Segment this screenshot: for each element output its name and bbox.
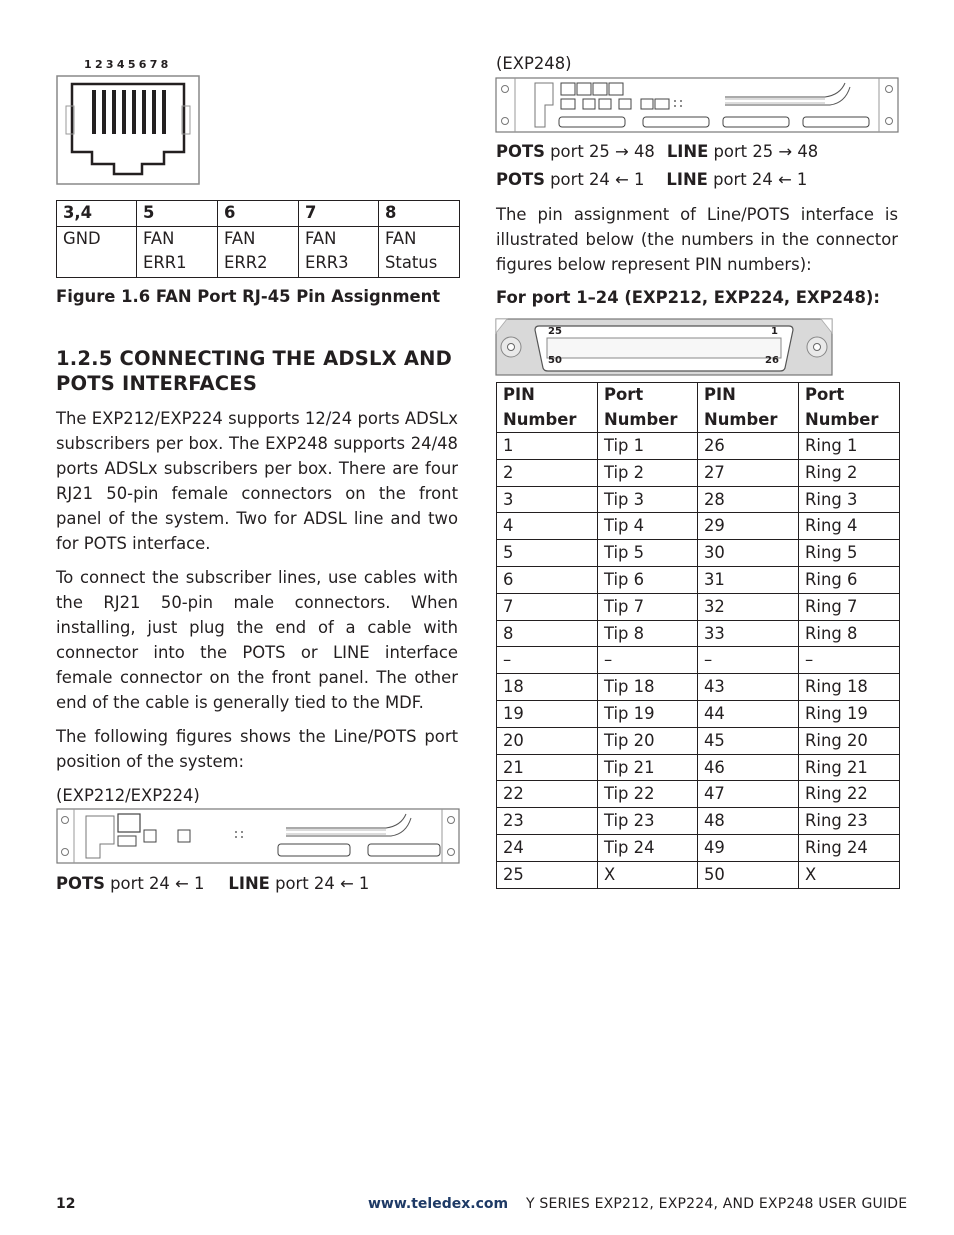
pin-table-cell: X bbox=[598, 861, 698, 888]
pin-table-cell: Tip 18 bbox=[598, 674, 698, 701]
pin-table-cell: 3 bbox=[497, 486, 598, 513]
rj45-jack-drawing bbox=[56, 74, 202, 186]
pin-table-cell: Tip 5 bbox=[598, 540, 698, 567]
exp212-label: (EXP212/EXP224) bbox=[56, 786, 200, 805]
pin-assignment-table bbox=[496, 382, 900, 889]
table-row bbox=[497, 700, 900, 727]
paragraph: To connect the subscriber lines, use cables with the RJ21 50-pin male connectors. When installing, just plug the end of a cable with connector into the POTS or LINE interface female connector on the front panel. The other end of the cable is generally tied to the MDF. bbox=[56, 568, 458, 712]
exp248-front-panel bbox=[495, 77, 899, 133]
exp248-port-range-row1: POTS port 25 → 48 LINE port 25 → 48 bbox=[496, 142, 819, 161]
pin-table-cell: Ring 18 bbox=[799, 674, 900, 701]
connector-pin-label: 50 bbox=[548, 355, 562, 366]
figure-caption: Figure 1.6 FAN Port RJ-45 Pin Assignment bbox=[56, 287, 441, 306]
pin-table-cell: 30 bbox=[698, 540, 799, 567]
pin-table-cell: Ring 5 bbox=[799, 540, 900, 567]
pin-table-cell: Tip 20 bbox=[598, 727, 698, 754]
pin-table-cell: Ring 24 bbox=[799, 834, 900, 861]
table-row bbox=[497, 540, 900, 567]
pin-table-cell: 2 bbox=[497, 459, 598, 486]
table-row bbox=[497, 459, 900, 486]
pin-table-cell: Ring 21 bbox=[799, 754, 900, 781]
exp212-port-range: POTS port 24 ← 1 LINE port 24 ← 1 bbox=[56, 874, 370, 893]
pin-table-cell: 20 bbox=[497, 727, 598, 754]
pin-table-cell: Ring 8 bbox=[799, 620, 900, 647]
pin-header-cell: PIN Number bbox=[698, 383, 799, 433]
fan-header-cell: 5 bbox=[137, 201, 218, 227]
rj45-pin-numbers: 12345678 bbox=[84, 58, 172, 71]
pin-table-cell: Ring 22 bbox=[799, 781, 900, 808]
pin-table-cell: 21 bbox=[497, 754, 598, 781]
pin-header-cell: Port Number bbox=[598, 383, 698, 433]
connector-pin-label: 26 bbox=[765, 355, 779, 366]
pin-table-cell: 25 bbox=[497, 861, 598, 888]
guide-title: Y SERIES EXP212, EXP224, AND EXP248 USER GUIDE bbox=[526, 1196, 908, 1212]
pin-table-body bbox=[497, 433, 900, 889]
fan-header-cell: 6 bbox=[218, 201, 299, 227]
pin-table-cell: 47 bbox=[698, 781, 799, 808]
fan-value-cell: FAN ERR2 bbox=[218, 226, 299, 277]
pin-table-cell: X bbox=[799, 861, 900, 888]
pin-table-cell: 26 bbox=[698, 433, 799, 460]
paragraph: The following figures shows the Line/POTS port position of the system: bbox=[56, 727, 458, 771]
pin-intro-paragraph: The pin assignment of Line/POTS interface is illustrated below (the numbers in the connector figures below represent PIN numbers): bbox=[496, 205, 898, 274]
exp212-front-panel bbox=[56, 808, 460, 864]
fan-pin-table bbox=[56, 200, 460, 278]
pin-table-header-row bbox=[497, 383, 900, 433]
table-row bbox=[497, 513, 900, 540]
pin-table-cell: 46 bbox=[698, 754, 799, 781]
fan-value-cell: FAN ERR1 bbox=[137, 226, 218, 277]
page-number: 12 bbox=[56, 1196, 76, 1212]
pin-table-cell: 23 bbox=[497, 808, 598, 835]
pin-table-cell: 48 bbox=[698, 808, 799, 835]
pin-table-cell: 6 bbox=[497, 566, 598, 593]
pin-table-cell: Ring 19 bbox=[799, 700, 900, 727]
pin-table-cell: – bbox=[598, 647, 698, 674]
pin-table-cell: 43 bbox=[698, 674, 799, 701]
pin-table-cell: 7 bbox=[497, 593, 598, 620]
fan-header-cell: 8 bbox=[379, 201, 460, 227]
fan-header-cell: 7 bbox=[299, 201, 379, 227]
pin-table-cell: Ring 20 bbox=[799, 727, 900, 754]
fan-value-cell: GND bbox=[57, 226, 137, 277]
pin-table-cell: Tip 24 bbox=[598, 834, 698, 861]
rj21-connector-drawing bbox=[495, 318, 833, 376]
exp248-port-range-row2: POTS port 24 ← 1 LINE port 24 ← 1 bbox=[496, 170, 808, 189]
pin-table-cell: Tip 21 bbox=[598, 754, 698, 781]
section-heading: 1.2.5 CONNECTING THE ADSLX AND POTS INTERFACES bbox=[56, 347, 453, 395]
pin-table-cell: 32 bbox=[698, 593, 799, 620]
pin-table-cell: Tip 3 bbox=[598, 486, 698, 513]
pin-table-cell: – bbox=[698, 647, 799, 674]
paragraph: The EXP212/EXP224 supports 12/24 ports ADSLx subscribers per box. The EXP248 supports 24/48 ports ADSLx subscribers per box. There are four RJ21 50-pin female connectors on the front panel of the system. Two for ADSL line and two for POTS interface. bbox=[56, 409, 458, 553]
website-link[interactable]: www.teledex.com bbox=[368, 1196, 509, 1212]
pin-table-cell: Ring 4 bbox=[799, 513, 900, 540]
pin-table-cell: Tip 8 bbox=[598, 620, 698, 647]
pin-table-cell: Ring 6 bbox=[799, 566, 900, 593]
fan-table-header-row bbox=[57, 201, 460, 227]
pin-table-cell: 8 bbox=[497, 620, 598, 647]
connector-pin-label: 25 bbox=[548, 326, 562, 337]
pin-table-cell: 28 bbox=[698, 486, 799, 513]
pin-table-cell: Tip 2 bbox=[598, 459, 698, 486]
fan-header-cell: 3,4 bbox=[57, 201, 137, 227]
pin-table-cell: Tip 19 bbox=[598, 700, 698, 727]
pin-table-cell: 24 bbox=[497, 834, 598, 861]
fan-value-cell: FAN Status bbox=[379, 226, 460, 277]
exp248-label: (EXP248) bbox=[496, 54, 572, 73]
pin-table-cell: – bbox=[497, 647, 598, 674]
pin-table-cell: Tip 6 bbox=[598, 566, 698, 593]
pin-table-cell: Tip 1 bbox=[598, 433, 698, 460]
pin-table-cell: 31 bbox=[698, 566, 799, 593]
pin-table-cell: 19 bbox=[497, 700, 598, 727]
pin-table-cell: 45 bbox=[698, 727, 799, 754]
pin-table-cell: 18 bbox=[497, 674, 598, 701]
pin-header-cell: PIN Number bbox=[497, 383, 598, 433]
fan-table-value-row bbox=[57, 226, 460, 277]
table-row bbox=[497, 834, 900, 861]
connector-pin-label: 1 bbox=[771, 326, 778, 337]
fan-value-cell: FAN ERR3 bbox=[299, 226, 379, 277]
pin-header-cell: Port Number bbox=[799, 383, 900, 433]
port-range-heading: For port 1–24 (EXP212, EXP224, EXP248): bbox=[496, 288, 880, 307]
table-row bbox=[497, 727, 900, 754]
pin-table-cell: Ring 3 bbox=[799, 486, 900, 513]
table-row bbox=[497, 781, 900, 808]
pin-table-cell: 44 bbox=[698, 700, 799, 727]
pin-table-cell: 29 bbox=[698, 513, 799, 540]
pin-table-cell: 4 bbox=[497, 513, 598, 540]
pin-table-cell: Ring 23 bbox=[799, 808, 900, 835]
table-row bbox=[497, 486, 900, 513]
pin-table-cell: 50 bbox=[698, 861, 799, 888]
table-row bbox=[497, 433, 900, 460]
pin-table-cell: Tip 23 bbox=[598, 808, 698, 835]
table-row bbox=[497, 808, 900, 835]
table-row bbox=[497, 620, 900, 647]
pin-table-cell: 27 bbox=[698, 459, 799, 486]
pin-table-cell: Ring 2 bbox=[799, 459, 900, 486]
pin-table-cell: 33 bbox=[698, 620, 799, 647]
pin-table-cell: 1 bbox=[497, 433, 598, 460]
pin-table-cell: Tip 22 bbox=[598, 781, 698, 808]
pin-table-cell: 22 bbox=[497, 781, 598, 808]
rj45-figure bbox=[56, 58, 202, 186]
pin-table-cell: Tip 7 bbox=[598, 593, 698, 620]
table-row bbox=[497, 647, 900, 674]
pin-table-cell: 49 bbox=[698, 834, 799, 861]
table-row bbox=[497, 566, 900, 593]
rj21-connector-figure bbox=[495, 318, 833, 376]
pin-table-cell: 5 bbox=[497, 540, 598, 567]
pin-table-cell: Ring 1 bbox=[799, 433, 900, 460]
table-row bbox=[497, 674, 900, 701]
pin-table-cell: Tip 4 bbox=[598, 513, 698, 540]
table-row bbox=[497, 593, 900, 620]
table-row bbox=[497, 754, 900, 781]
pin-table-cell: Ring 7 bbox=[799, 593, 900, 620]
table-row bbox=[497, 861, 900, 888]
pin-table-cell: – bbox=[799, 647, 900, 674]
